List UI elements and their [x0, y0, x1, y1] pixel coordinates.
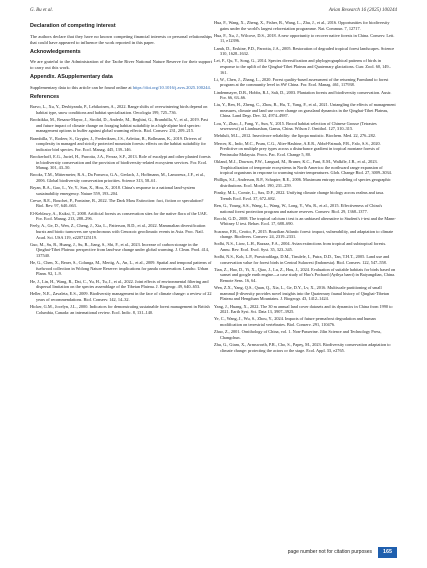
reference-entry: Sodhi, N.S., Liow, L.H., Bazzaz, F.A., 2004. Avian extinctions from tropical and subtropical forests. Annu. Rev. Ecol. Evol. Syst. 35, 323–345.: [214, 241, 387, 252]
reference-entry: Lei, F., Qu, Y., Song, G., 2014. Species diversification and phylogeographical patterns of birds in response to the uplift of the Qinghai-Tibet Plateau and Quaternary glaciations. Curr. Zool. 60, 149–161.: [214, 58, 391, 75]
reference-entry: Brambilla, V., Rodeer, S., Grygier, J., Frederiksen, J.S., Arlettaz, R., Bollmann, K., 2019. Drivers of complexity in managed and strictly protected mountain forests: effects on the habitat suitability for indicator bird species. For. Ecol. Manag. 445, 139–146.: [30, 135, 206, 152]
appendix-text: [30, 85, 212, 91]
reference-entry: Yang, J., Huang, X., 2022. The 30 m annual land cover datasets and its dynamics in China from 1990 to 2021. Earth Syst. Sci. Data 13, 3907–3925.: [214, 303, 393, 315]
reference-entry: Zhao, Z., 2001. Ornithology of China, vol. 1. Non-Passerine. Jilin Science and Technology Press, Changchun.: [214, 329, 382, 340]
reference-list-left: [30, 104, 212, 315]
acknowledgements-heading: Acknowledgements: [30, 48, 81, 55]
reference-entry: Hua, F., Wang, X., Zheng, X., Fisher, B., Wang, L., Zhu, J., et al., 2016. Opportunities for biodiversity gains under the world's largest reforestation programme. Nat. Commun. 7, 12717.: [214, 20, 390, 31]
appendix-text-lead: Supplementary data to this article can be found online at: [30, 84, 133, 90]
reference-entry: Li, W., Chen, J., Zhang, L., 2020. Forest quality-based assessment of the returning Farmland to forest program at the community level in SW China. For. Ecol. Manag. 461, 117938.: [214, 76, 389, 88]
competing-interest-heading: Declaration of competing interest: [30, 23, 116, 29]
reference-entry: Zhu, G., Giam, X., Armsworth, P.R., Cho, S., Papeş, M., 2023. Biodiversity conservation adaptation to climate change: protecting the actors or the stage. Ecol. Appl. 33, e2765.: [214, 341, 391, 353]
reference-entry: Brodzikka, M., Resano-Mayor, J., Sirolid, D., Anderle, M., Beghini, G., Brambilla, V., et al., 2019. Past and future impact of climate change on foraging habitat suitability in a high-alpine bird species: management options to buffer against global warming effects. Biol. Conserv. 231, 209–215.: [30, 117, 208, 134]
reference-entry: Tian, Z., Hao, D., Yi, X., Qiao, J., Lu, Z., Hou, J., 2024. Evaluation of suitable habitats for birds based on sunset and google earth engine—a case study of Hao's Pochard (Aythya baeri) in Baiyangdian, China. Remote Sens. 16, 64.: [214, 266, 396, 284]
running-head: [30, 8, 397, 18]
references-heading: References: [30, 93, 60, 100]
reference-entry: Crewe, R.E., Bouchet, P., Fontaine, B., 2022. The Dark Mass Extinction: fact, fiction or speculation? Biol. Rev. 97, 640–663.: [30, 197, 204, 209]
reference-entry: Mercer, K., Indo, M.C., Prum, C.G., Alter-Hashine, A.E.R., Abbd-Fatmah, P.R., Falo, S.S., 2020. Predictive on multiple prey types across a disturbance gradient in tropical montane forests of Peninsular Malaysia. Procs. Pac. Ecol. Change 5, 80.: [214, 140, 381, 157]
left-column: [30, 20, 212, 317]
right-column: [214, 20, 396, 355]
reference-entry: Phillips, S.J., Anderson, R.P., Schapire, R.E., 2006. Maximum entropy modeling of species geographic distributions. Ecol. Model. 190, 231–259.: [214, 177, 391, 188]
reference-entry: Lamb, D., Erskine, P.D., Parrotta, J.A., 2005. Restoration of degraded tropical forest landscapes. Science 310, 1628–1632.: [214, 45, 395, 57]
reference-entry: El-Keblawy, A., Ksiksi, T., 2008. Artificial forests as conservation sites for the native flora of the UAE. For. Ecol. Manag. 213, 288–296.: [30, 210, 208, 222]
reference-entry: He, J., Lin, H., Wang, R., Dai, C., Yu, H., Tu, J., et al., 2022. Joint effects of environmental filtering and dispersal limitation on the species assemblage of the Tibetan Plateau. J. Biogeogr. 49, 640–653.: [30, 278, 209, 290]
appendix-text-tail: .: [209, 84, 211, 90]
reference-entry: Lindenmayer, D.B., Hobbs, R.J., Salt, D., 2003. Plantation forests and biodiversity conservation. Austr. For. 66, 63–66.: [214, 89, 392, 101]
reference-entry: Ren, G., Young, S.S., Wang, L., Wang, W., Long, Y., Wu, R., et al., 2015. Effectiveness of China's national forest protection program and nature reserves. Conserv. Biol. 29, 1368–1377.: [214, 202, 383, 214]
reference-entry: Pinsky, M.L., Comte, L., Sax, D.F., 2022. Unifying climate change biology across realms and taxa. Trends Ecol. Evol. 37, 672–682.: [214, 190, 385, 201]
reference-entry: Ye, C., Wang, J., Wu, S., Zhou, Y., 2024. Impacts of future permafrost degradation and human modification on terrestrial vertebrates. Biol. Conserv. 291, 110476.: [214, 316, 376, 327]
reference-entry: He, G., Chen, X., Beaer, S., Colunga, M., Mertig, A., An, L., et al., 2009. Spatial and temporal patterns of fuelwood collection in Wolong Nature Reserve: implications for panda conservation. Landsc. Urban Plann. 92, 1–9.: [30, 260, 212, 277]
reference-entry: Scarano, F.R., Ceotto, P., 2015. Brazilian Atlantic forest: impact, vulnerability, and adaptation to climate change. Biodivers. Conserv. 24, 2319–2331.: [214, 228, 394, 240]
reference-entry: Mehtluli, M.L., 2012. Insectivore reliability: the lipopa mutistic. Biochem. Med. 22, 276–282.: [214, 133, 376, 139]
competing-interest-text: The authors declare that they have no known competing financial interests or personal relationships that could have appeared to influence the work reported in this paper.: [30, 33, 212, 45]
reference-entry: Heller, N.E., Zavaleta, E.S., 2009. Biodiversity management in the face of climate change: a review of 22 years of recommendations. Biol. Conserv. 142, 14–32.: [30, 291, 212, 302]
reference-entry: Brockerhoff, E.G., Jactel, H., Parrotta, J.A., Ferraz, S.F., 2013. Role of eucalypt and other planted forests in biodiversity conservation and the provision of biodiversity-related ecosystem services. For. Ecol. Manag. 301, 43–50.: [30, 153, 211, 171]
reference-entry: Okland, M.J., Dawson, P.W., Langsad, M., Bruner, K.C., Fant, E.M., Walkfle, J.B., et al., 2023. Trophicalization of temperate ecosystems in North America: the northward range expansion of tropical organisms in response to warming winter temperatures. Glob. Change Biol. 27, 3009–3034.: [214, 159, 392, 176]
reference-entry: Liu, Y., Ren, H., Zheng, C., Zhou, B., Hu, T., Yang, F., et al., 2021. Untangling the effects of management measures, climate and land use cover change on grassland dynamics in the Qinghai-Tibet Plateau, China. Land Degr. Dev. 32, 4974–4987.: [214, 102, 396, 119]
page-footer: [288, 547, 397, 558]
reference-entry: Hicker, G.M., Jocelyn, J.L., 2000. Indicators for demonstrating sustainable forest management in British Columbia, Canada: an international review. Ecol. Indic. 8, 131–140.: [30, 304, 210, 315]
supplementary-doi-link[interactable]: https://doi.org/10.1016/j.avrs.2025.100244: [132, 84, 210, 90]
reference-entry: Lou, Y., Zhao, J., Fang, Y., Sun, Y., 2015. Brood habitat selection of Chinese Grouse (Tetrastes sewerzowi) at Lianhuashan, Gansu, China. Wilson J. Ornithol. 127, 310–315.: [214, 120, 377, 132]
appendix-heading: Appendix. ASupplementary data: [30, 74, 113, 81]
reference-entry: Hua, F., Xu, J., Wilcove, D.S., 2018. A new opportunity to recover native forests in China. Conserv. Lett. 11, e12396.: [214, 32, 395, 44]
running-head-journal: Avian Research 16 (2025) 100244: [328, 8, 397, 13]
reference-entry: Brooks, T.M., Mittermeier, R.A., Da Fonseca, G.A., Gerlach, J., Hoffmann, M., Lamoreux, J.F., et al., 2006. Global biodiversity conservation priorities. Science 313, 58–61.: [30, 172, 206, 183]
reference-entry: Bryan, B.A., Gao, L., Ye, Y., Sun, X., Hou, X., 2018. China's response to a national land-system sustainability emergency. Nature 559, 193–204.: [30, 185, 195, 196]
reference-entry: Sodhi, N.S., Koh, L.P., Prawiradilaga, D.M., Tinulele, I., Putra, D.D., Tan, T.H.T., 2005. Land use and conservation value for forest birds in Central Sulawesi (Indonesia). Biol. Conserv. 122, 547–558.: [214, 254, 390, 265]
reference-entry: Wen, Z.X., Yang, Q.S., Quan, Q., Xia, L., Ge, D.Y., Lv, X., 2016. Multiscale partitioning of small mammal β-diversity provides novel insights into the Quaternary faunal history of Qinghai-Tibetan Plateau and Hengduan Mountains. J. Biogeogr. 43, 1412–1424.: [214, 285, 389, 302]
reference-entry: Rocchi, G.D., 2008. The tropical calcium t test is an unbiased alternative to Student's t-test and the Mann-Whitney U test. Behav. Ecol. 17, 688–690.: [214, 215, 396, 227]
reference-entry: Bravo, L., Xu, Y., Desbiyanda, P., Lehikoinen, A., 2022. Range shifts of overwintering birds depend on habitat type, snow conditions and habitat specialization. Oecologia 199, 725–736.: [30, 104, 208, 115]
page-number-badge: 165: [378, 547, 397, 558]
running-head-authors: G. Bu et al.: [30, 8, 53, 13]
acknowledgements-text: We are grateful to the Administration of the Taohe River National Nature Reserve for their support to carry out this work.: [30, 59, 212, 71]
reference-list-right: [214, 20, 396, 353]
reference-entry: Guo, M., Su, B., Huang, J., Su, B., Jiang, S., Shi, F., et al., 2023. Increase of carbon storage in the Qinghai-Tibet Plateau: perspective from land-use change under global warming. J. Clean. Prod. 414, 137540.: [30, 241, 209, 258]
citation-note: page number not for citation purposes: [287, 549, 372, 555]
reference-entry: Feely, A., Ge, D., Wen, Z., Cheng, J., Xia, L., Patterson, B.D., et al., 2022. Mammalian diversification bursts and biotic turnovers are synchronous with Cenozoic geoclimatic events in Asia. Proc. Natl. Acad. Sci. USA 119, e2207125119.: [30, 223, 206, 240]
